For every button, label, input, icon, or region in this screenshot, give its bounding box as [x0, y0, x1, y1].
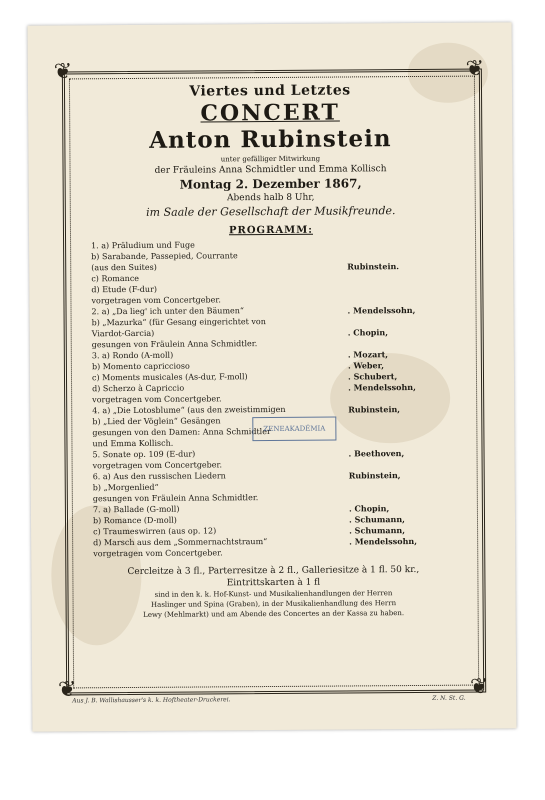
corner-ornament-icon: ❦	[465, 56, 485, 82]
program-composer: . Weber,	[347, 360, 385, 371]
program-composer: . Mozart,	[347, 349, 389, 360]
concert-venue: im Saale der Gesellschaft der Musikfreunde.	[146, 204, 396, 219]
corner-ornament-icon: ❦	[469, 674, 489, 700]
cooperation-line: unter gefälliger Mitwirkung	[220, 154, 321, 164]
poster-paper	[28, 22, 517, 731]
program-piece: 6. a) Aus den russischen Liedern	[92, 471, 226, 482]
program-piece: b) „Mazurka“ (für Gesang eingerichtet von	[91, 317, 266, 328]
program-piece: b) Momento capriccioso	[91, 361, 190, 372]
program-piece: (aus den Suites)	[91, 262, 157, 273]
program-composer: . Mendelssohn,	[347, 304, 416, 316]
series-title: Viertes und Letztes	[189, 82, 351, 100]
program-list	[77, 239, 467, 561]
program-composer: . Mendelssohn,	[348, 381, 416, 393]
program-piece: 3. a) Rondo (A-moll)	[91, 350, 174, 361]
program-piece: gesungen von Fräulein Anna Schmidtler.	[91, 339, 258, 350]
program-piece: vorgetragen vom Concertgeber.	[92, 460, 223, 471]
poster-content	[76, 81, 468, 621]
program-piece: 1. a) Präludium und Fuge	[91, 240, 195, 251]
program-composer: . Schumann,	[348, 514, 405, 525]
program-piece: und Emma Kollisch.	[92, 438, 174, 449]
ticket-price: Eintrittskarten à 1 fl	[226, 577, 321, 589]
sale-info-3: Lewy (Mehlmarkt) und am Abende des Concertes an der Kassa zu haben.	[143, 609, 405, 619]
program-composer: Rubinstein.	[347, 261, 400, 272]
program-piece: vorgetragen vom Concertgeber.	[91, 295, 221, 306]
program-piece: c) Moments musicales (As-dur, F-moll)	[91, 372, 248, 383]
program-piece: b) Romance (D-moll)	[92, 515, 177, 526]
artist-name: Anton Rubinstein	[149, 125, 392, 154]
corner-ornament-icon: ❦	[57, 677, 77, 703]
concert-date: Montag 2. Dezember 1867,	[179, 176, 362, 192]
program-composer: . Schumann,	[349, 525, 406, 536]
program-piece: d) Scherzo à Capriccio	[92, 383, 185, 394]
program-piece: vorgetragen vom Concertgeber.	[93, 548, 223, 559]
concert-time: Abends halb 8 Uhr,	[226, 192, 315, 204]
seat-prices: Cercleitze à 3 fl., Parterresitze à 2 fl., Galleriesitze à 1 fl. 50 kr.,	[127, 564, 420, 578]
program-piece: b) Sarabande, Passepied, Courrante	[91, 251, 238, 262]
library-stamp: ZENEAKADÉMIA	[252, 417, 336, 442]
program-piece: 4. a) „Die Lotosblume“ (aus den zweistimmigen	[92, 404, 286, 416]
program-piece: d) Etude (F-dur)	[91, 284, 158, 295]
programm-heading: PROGRAMM:	[228, 224, 313, 237]
program-piece: b) „Morgenlied“	[92, 482, 159, 493]
program-piece: c) Traumeswirren (aus op. 12)	[93, 526, 217, 537]
sale-info-2: Haslinger und Spina (Graben), in der Musikalienhandlung des Herrn	[151, 599, 397, 609]
program-piece: 7. a) Ballade (G-moll)	[92, 504, 180, 515]
guests-line: der Fräuleins Anna Schmidtler und Emma Kollisch	[154, 164, 387, 176]
program-piece: Viardot-Garcia)	[91, 328, 155, 339]
program-composer: . Beethoven,	[348, 448, 405, 459]
program-composer: Rubinstein,	[348, 470, 401, 481]
program-piece: b) „Lied der Vöglein“ Gesängen	[92, 416, 221, 427]
program-composer: . Chopin,	[348, 503, 390, 514]
program-composer: . Mendelssohn,	[349, 535, 418, 547]
program-piece: gesungen von Fräulein Anna Schmidtler.	[92, 493, 259, 504]
program-composer: . Chopin,	[347, 327, 389, 338]
program-piece: vorgetragen vom Concertgeber.	[92, 394, 222, 405]
program-composer: Rubinstein,	[348, 404, 401, 415]
printer-line: Aus J. B. Wallishausser's k. k. Hoftheater-Druckerei.	[72, 696, 231, 705]
corner-ornament-icon: ❦	[53, 59, 73, 85]
program-piece: gesungen von den Damen: Anna Schmidtler	[92, 427, 271, 438]
program-piece: 5. Sonate op. 109 (E-dur)	[92, 449, 196, 460]
program-piece: d) Marsch aus dem „Sommernachtstraum“	[93, 537, 268, 548]
program-composer: . Schubert,	[347, 371, 398, 382]
catalog-mark: Z. N. St. G.	[432, 694, 466, 702]
sale-info-1: sind in den k. k. Hof-Kunst- und Musikalienhandlungen der Herren	[154, 589, 393, 599]
concert-heading: CONCERT	[200, 99, 340, 127]
program-piece: 2. a) „Da lieg' ich unter den Bäumen“	[91, 306, 245, 317]
program-piece: c) Romance	[91, 273, 140, 284]
